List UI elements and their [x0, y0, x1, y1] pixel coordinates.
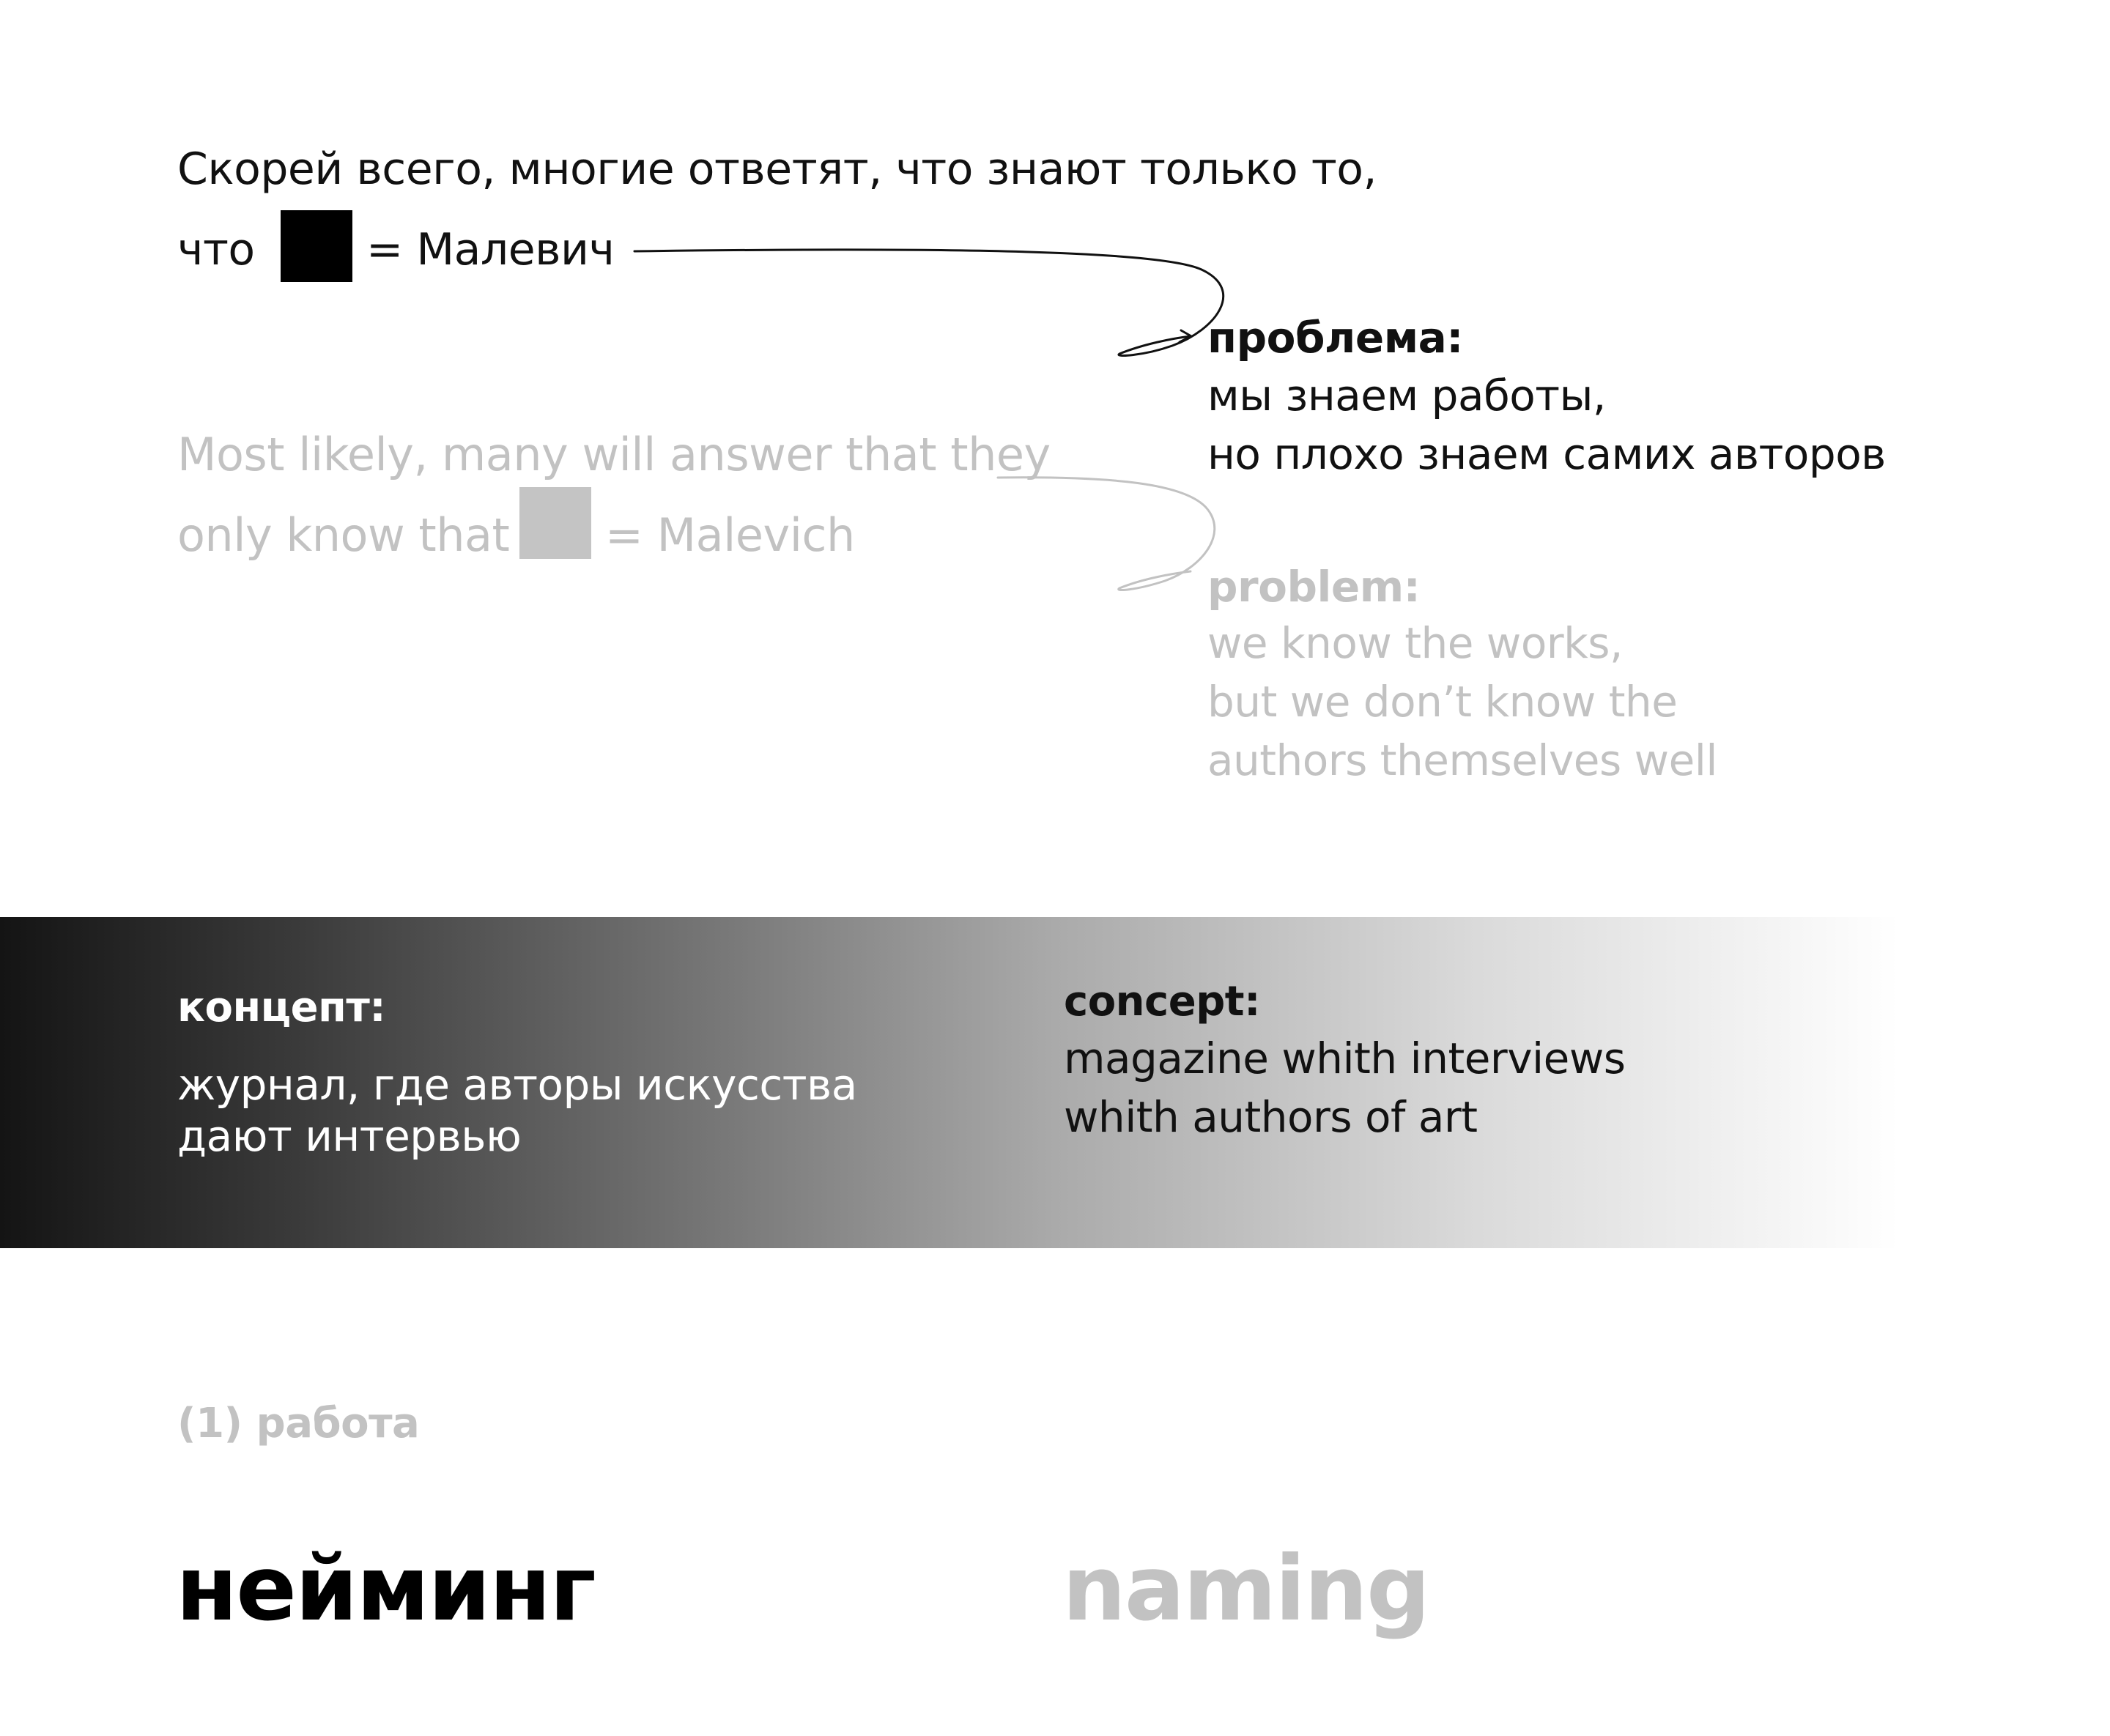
concept-en-line2: whith authors of art [1064, 1092, 1478, 1142]
intro-en-line2-prefix: only know that [177, 508, 510, 562]
concept-ru-line1: журнал, где авторы искусства [177, 1060, 857, 1110]
intro-en-line2-suffix: = Malevich [605, 508, 855, 562]
problem-ru-title: проблема: [1207, 313, 1463, 363]
intro-ru-line2-suffix: = Малевич [366, 224, 615, 275]
problem-en-line2: but we don’t know the [1207, 677, 1678, 727]
concept-ru-line2: дают интервью [177, 1111, 522, 1161]
problem-en-line3: authors themselves well [1207, 735, 1717, 785]
problem-ru-line2: но плохо знаем самих авторов [1207, 429, 1886, 479]
concept-ru-title: концепт: [177, 984, 386, 1031]
arrow-en-icon [998, 478, 1215, 590]
naming-ru-heading: нейминг [176, 1537, 595, 1641]
intro-en-line1: Most likely, many will answer that they [177, 428, 1051, 481]
intro-ru-line1: Скорей всего, многие ответят, что знают только то, [177, 144, 1377, 195]
intro-ru-line2-prefix: что [177, 224, 255, 275]
concept-en-title: concept: [1064, 978, 1260, 1025]
naming-en-heading: naming [1062, 1537, 1429, 1641]
concept-en-line1: magazine whith interviews [1064, 1034, 1626, 1083]
arrow-ru-icon [634, 250, 1224, 356]
work-label: (1) работа [177, 1400, 420, 1447]
problem-en-line1: we know the works, [1207, 618, 1623, 668]
problem-en-title: problem: [1207, 562, 1421, 612]
problem-ru-line1: мы знаем работы, [1207, 371, 1606, 420]
